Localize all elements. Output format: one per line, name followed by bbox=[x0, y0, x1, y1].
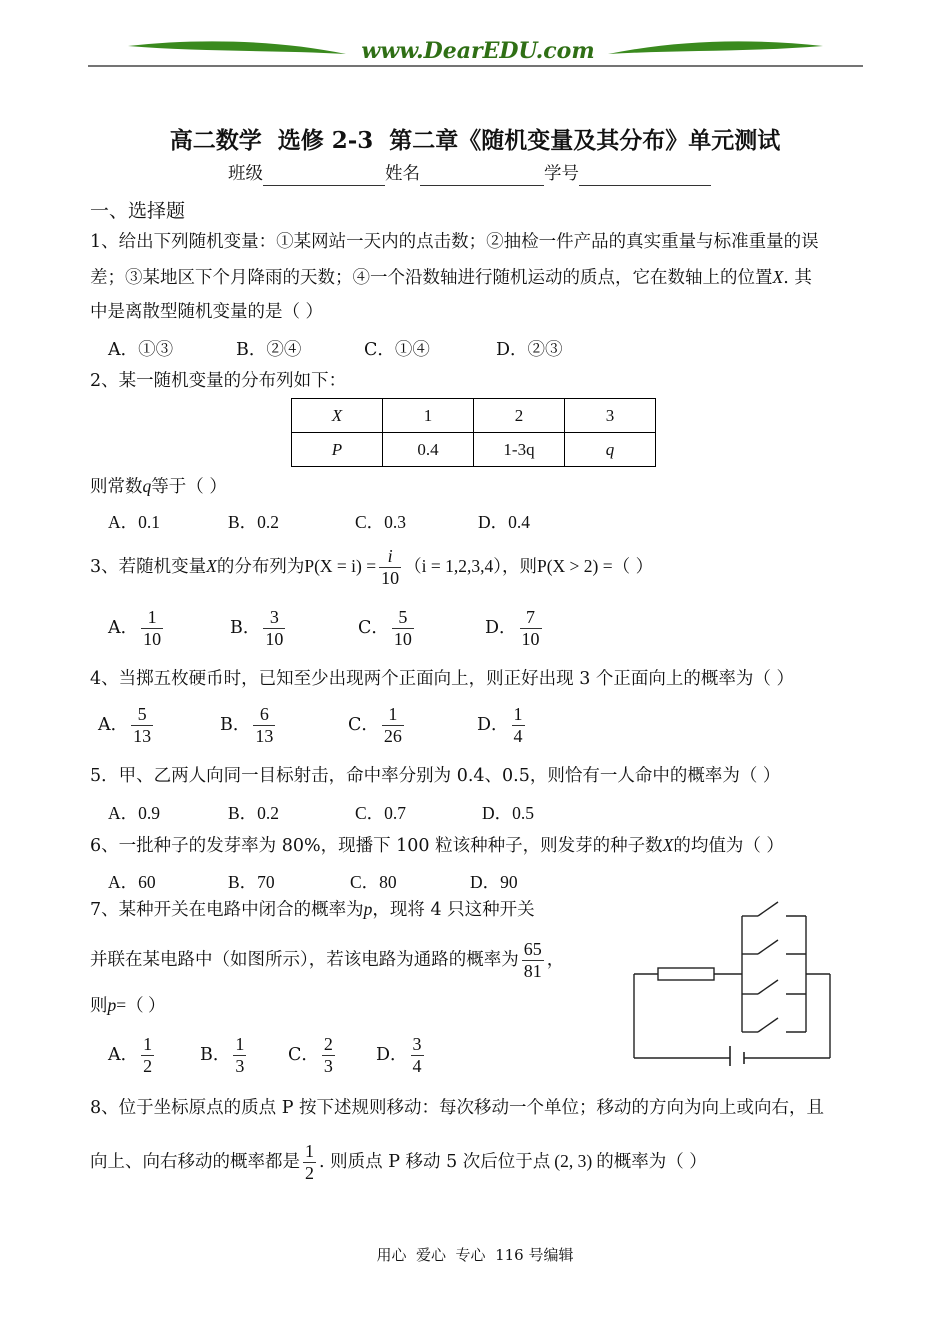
section-heading: 一、选择题 bbox=[90, 200, 186, 222]
q8-line2: 向上、向右移动的概率都是 $\frac{1}{2}$ . 则质点 P 移动 5 次后位于点 (2, 3) 的概率为（ ） bbox=[90, 1141, 707, 1183]
name-blank[interactable] bbox=[420, 167, 544, 186]
page-footer: 用心 爱心 专心 116 号编辑 bbox=[376, 1246, 574, 1264]
q7-option-d[interactable]: D． $\frac{3}{4}$ bbox=[376, 1034, 422, 1076]
q3-option-a[interactable]: A． $\frac{1}{10}$ bbox=[108, 607, 162, 649]
student-info-line bbox=[228, 162, 711, 186]
number-blank[interactable] bbox=[579, 167, 711, 186]
q5-option-b[interactable]: B．0.2 bbox=[228, 803, 280, 823]
q2-option-a[interactable]: A．0.1 bbox=[108, 512, 161, 532]
q1-line1: 1、给出下列随机变量：①某网站一天内的点击数；②抽检一件产品的真实重量与标准重量的误 bbox=[90, 232, 819, 252]
table-cell: P bbox=[292, 433, 383, 467]
q5-option-a[interactable]: A．0.9 bbox=[108, 803, 161, 823]
q1-option-c[interactable]: C．①④ bbox=[364, 340, 430, 360]
q1-option-d[interactable]: D．②③ bbox=[496, 340, 563, 360]
table-cell: 2 bbox=[474, 399, 565, 433]
q7-line3: 则p=（ ） bbox=[90, 995, 166, 1016]
q3-fraction: $\frac{i}{10}$ bbox=[381, 546, 400, 588]
q3-option-c[interactable]: C． $\frac{5}{10}$ bbox=[358, 607, 412, 649]
q1-option-a[interactable]: A．①③ bbox=[108, 340, 174, 360]
q5-text: 5．甲、乙两人向同一目标射击，命中率分别为 0.4、0.5，则恰有一人命中的概率为（ ） bbox=[90, 766, 781, 786]
q7-option-b[interactable]: B． $\frac{1}{3}$ bbox=[200, 1034, 245, 1076]
table-cell: 0.4 bbox=[383, 433, 474, 467]
q6-option-a[interactable]: A．60 bbox=[108, 872, 156, 892]
q4-option-b[interactable]: B． $\frac{6}{13}$ bbox=[220, 704, 274, 746]
class-label: 班级 bbox=[228, 164, 263, 184]
table-cell: X bbox=[292, 399, 383, 433]
number-label: 学号 bbox=[544, 164, 579, 184]
q2-option-b[interactable]: B．0.2 bbox=[228, 512, 280, 532]
header-logo bbox=[88, 36, 863, 70]
q8-line1: 8、位于坐标原点的质点 P 按下述规则移动：每次移动一个单位；移动的方向为向上或向右，且 bbox=[90, 1098, 825, 1118]
table-row bbox=[292, 433, 656, 467]
q7-option-a[interactable]: A． $\frac{1}{2}$ bbox=[108, 1034, 153, 1076]
q2-after: 则常数q等于（ ） bbox=[90, 476, 227, 497]
q5-option-d[interactable]: D．0.5 bbox=[482, 803, 535, 823]
q7-option-c[interactable]: C． $\frac{2}{3}$ bbox=[288, 1034, 333, 1076]
q3-option-d[interactable]: D． $\frac{7}{10}$ bbox=[485, 607, 540, 649]
q4-option-a[interactable]: A． $\frac{5}{13}$ bbox=[98, 704, 152, 746]
q4-option-c[interactable]: C． $\frac{1}{26}$ bbox=[348, 704, 402, 746]
circuit-diagram bbox=[630, 898, 836, 1066]
q2-text: 2、某一随机变量的分布列如下： bbox=[90, 371, 347, 391]
q7-line2: 并联在某电路中（如图所示），若该电路为通路的概率为 $\frac{65}{81}$ ， bbox=[90, 939, 565, 981]
table-row bbox=[292, 399, 656, 433]
q2-option-c[interactable]: C．0.3 bbox=[355, 512, 407, 532]
page-title: 高二数学 选修 2-3 第二章《随机变量及其分布》单元测试 bbox=[169, 127, 781, 154]
q4-text: 4、当掷五枚硬币时，已知至少出现两个正面向上，则正好出现 3 个正面向上的概率为（ ） bbox=[90, 669, 794, 689]
table-cell: q bbox=[565, 433, 656, 467]
q6-option-d[interactable]: D．90 bbox=[470, 872, 518, 892]
table-cell: 1 bbox=[383, 399, 474, 433]
q1-option-b[interactable]: B．②④ bbox=[236, 340, 302, 360]
logo-text: www.DearEDU.com bbox=[361, 38, 595, 64]
q2-option-d[interactable]: D．0.4 bbox=[478, 512, 531, 532]
q3-option-b[interactable]: B． $\frac{3}{10}$ bbox=[230, 607, 284, 649]
q1-line2: 差；③某地区下个月降雨的天数；④一个沿数轴进行随机运动的质点，它在数轴上的位置X. 其 bbox=[90, 267, 812, 288]
q6-option-b[interactable]: B．70 bbox=[228, 872, 275, 892]
distribution-table bbox=[291, 398, 656, 467]
q7-line1: 7、某种开关在电路中闭合的概率为p，现将 4 只这种开关 bbox=[90, 899, 535, 920]
q4-option-d[interactable]: D． $\frac{1}{4}$ bbox=[477, 704, 523, 746]
resistor bbox=[658, 968, 714, 980]
class-blank[interactable] bbox=[263, 167, 385, 186]
name-label: 姓名 bbox=[385, 164, 420, 184]
q1-line3: 中是离散型随机变量的是（ ） bbox=[90, 302, 324, 322]
q3-text: 3、若随机变量X的分布列为P(X = i) = $\frac{i}{10}$ （i = 1,2,3,4），则P(X > 2) =（ ） bbox=[90, 546, 654, 588]
q6-option-c[interactable]: C．80 bbox=[350, 872, 397, 892]
table-cell: 3 bbox=[565, 399, 656, 433]
q5-option-c[interactable]: C．0.7 bbox=[355, 803, 407, 823]
table-cell: 1-3q bbox=[474, 433, 565, 467]
q6-text: 6、一批种子的发芽率为 80%，现播下 100 粒该种种子，则发芽的种子数X的均值为（ ） bbox=[90, 835, 784, 856]
